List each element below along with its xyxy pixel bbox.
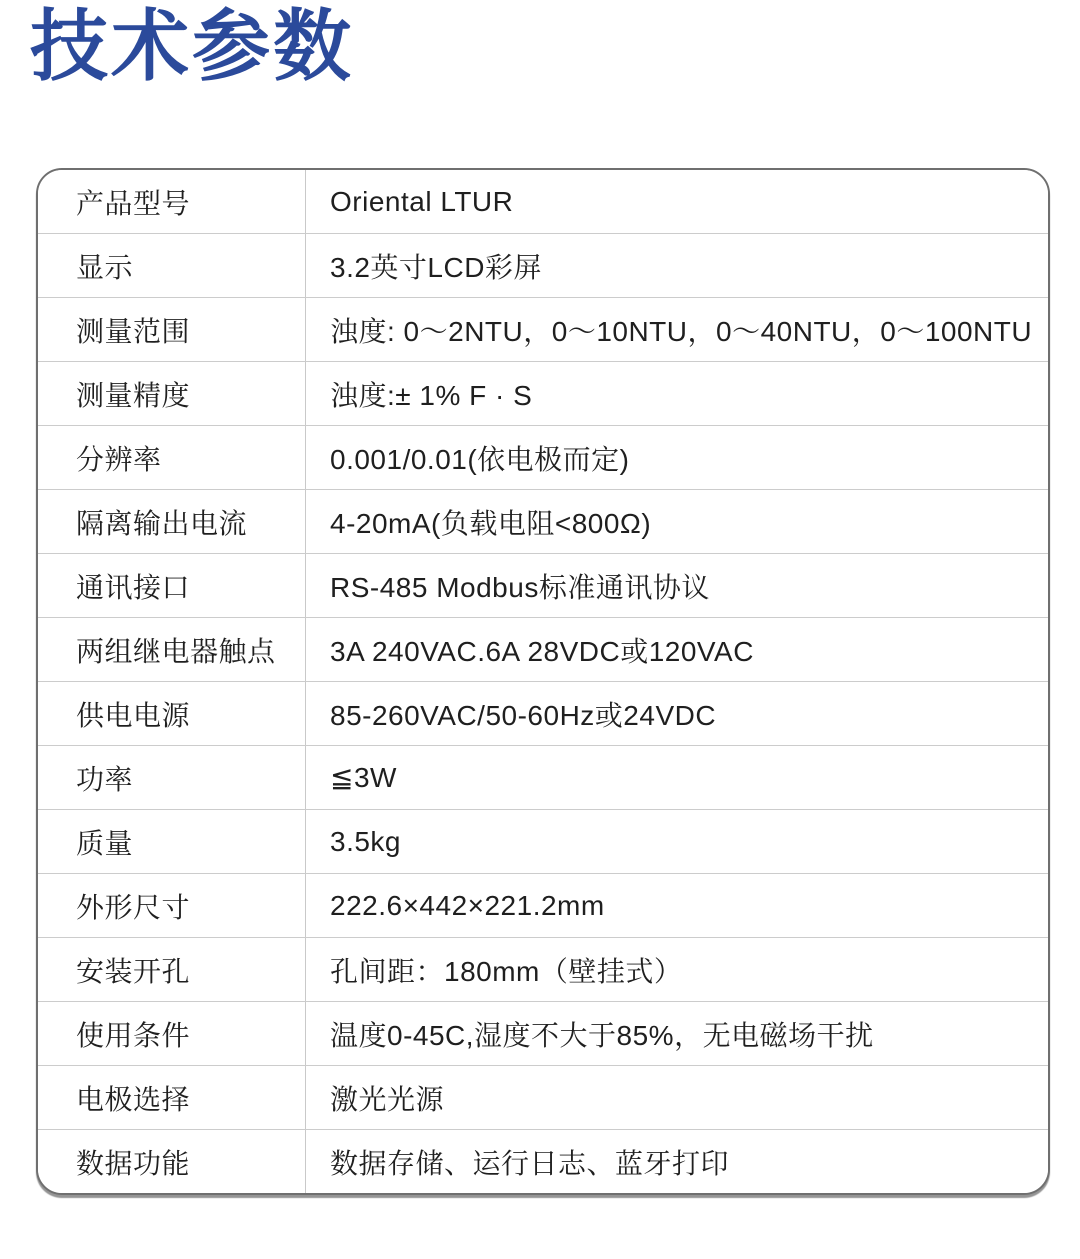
spec-value: 3A 240VAC.6A 28VDC或120VAC	[330, 635, 754, 667]
table-row	[38, 745, 1048, 809]
spec-value: 温度0-45C,湿度不大于85%，无电磁场干扰	[330, 1019, 874, 1051]
table-row	[38, 1001, 1048, 1065]
spec-label: 电极选择	[38, 1066, 306, 1129]
spec-label: 测量精度	[38, 362, 306, 425]
table-row	[38, 937, 1048, 1001]
spec-value: 85-260VAC/50-60Hz或24VDC	[330, 699, 717, 731]
spec-label: 显示	[38, 234, 306, 297]
spec-label: 外形尺寸	[38, 874, 306, 937]
spec-label: 测量范围	[38, 298, 306, 361]
spec-table	[36, 168, 1050, 1195]
spec-value: 浊度: 0～2NTU，0～10NTU，0～40NTU，0～100NTU	[330, 315, 1033, 347]
spec-value: 孔间距：180mm（壁挂式）	[330, 955, 683, 987]
table-row	[38, 681, 1048, 745]
spec-value: RS-485 Modbus标准通讯协议	[330, 571, 710, 603]
spec-label: 分辨率	[38, 426, 306, 489]
spec-label: 安装开孔	[38, 938, 306, 1001]
spec-value: 3.5kg	[330, 825, 401, 857]
spec-value: 222.6×442×221.2mm	[330, 889, 605, 921]
table-row	[38, 553, 1048, 617]
table-row	[38, 361, 1048, 425]
spec-label: 隔离输出电流	[38, 490, 306, 553]
spec-value: ≦3W	[330, 762, 397, 793]
table-row	[38, 1065, 1048, 1129]
table-row	[38, 489, 1048, 553]
spec-value: 激光光源	[330, 1083, 445, 1115]
spec-value: 浊度:± 1% F · S	[330, 379, 533, 411]
spec-label: 数据功能	[38, 1130, 306, 1193]
spec-label: 质量	[38, 810, 306, 873]
spec-value: 3.2英寸LCD彩屏	[330, 251, 542, 283]
spec-value: 4-20mA(负载电阻<800Ω)	[330, 507, 652, 539]
spec-label: 产品型号	[38, 170, 306, 233]
spec-value: 0.001/0.01(依电极而定)	[330, 443, 630, 475]
table-row	[38, 1129, 1048, 1193]
spec-label: 两组继电器触点	[38, 618, 306, 681]
table-row	[38, 170, 1048, 233]
spec-value: Oriental LTUR	[330, 185, 514, 217]
spec-label: 功率	[38, 746, 306, 809]
spec-label: 供电电源	[38, 682, 306, 745]
table-row	[38, 809, 1048, 873]
table-row	[38, 297, 1048, 361]
page-title: 技术参数	[30, 2, 355, 90]
table-row	[38, 425, 1048, 489]
spec-value: 数据存储、运行日志、蓝牙打印	[330, 1147, 730, 1179]
table-row	[38, 873, 1048, 937]
table-row	[38, 233, 1048, 297]
table-row	[38, 617, 1048, 681]
spec-label: 通讯接口	[38, 554, 306, 617]
spec-label: 使用条件	[38, 1002, 306, 1065]
